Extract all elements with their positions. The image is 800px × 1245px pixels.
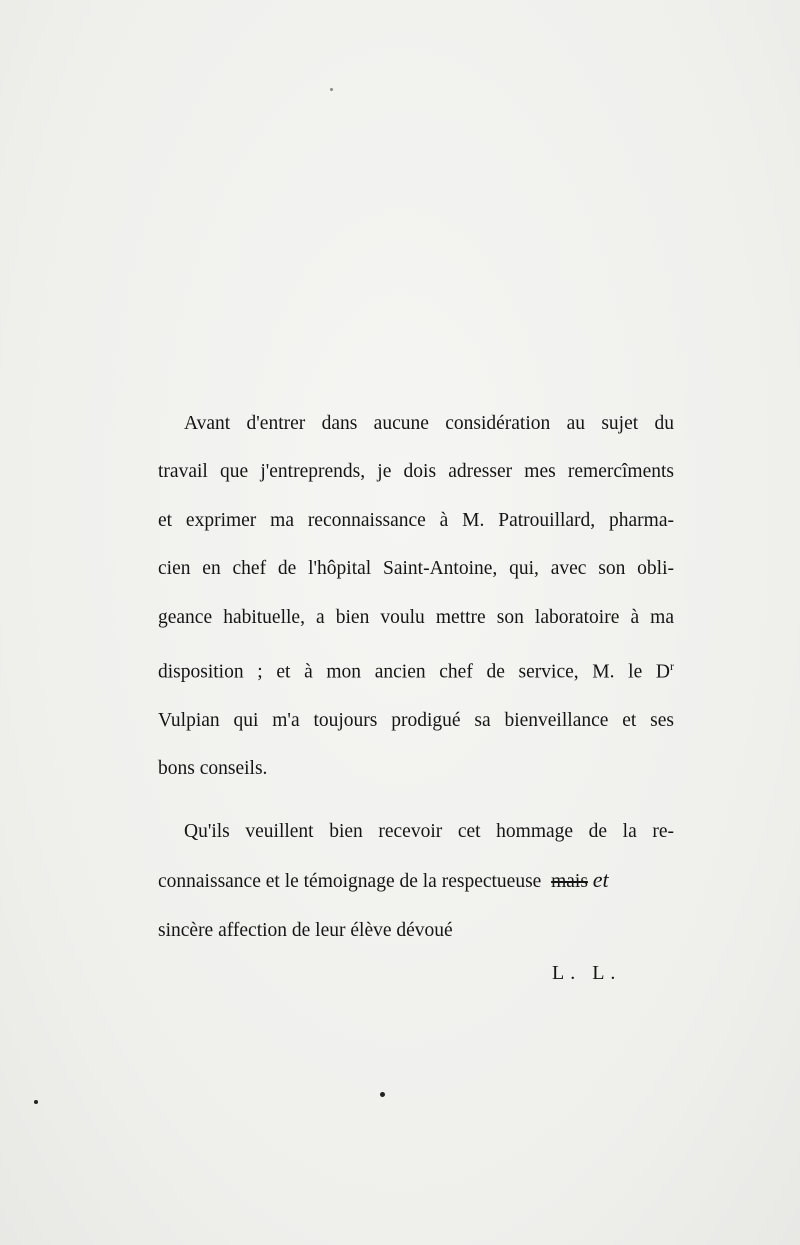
text-line: bons conseils.	[158, 758, 268, 780]
text-line: Qu'ils veuillent bien recevoir cet hommage de la re-	[184, 820, 674, 842]
text-line: Avant d'entrer dans aucune considération au sujet du	[184, 413, 674, 434]
correction-line-text: connaissance et le témoignage de la respectueuse	[158, 871, 542, 893]
text-line: geance habituelle, a bien voulu mettre son laboratoire à ma	[158, 606, 674, 628]
text-line: Vulpian qui m'a toujours prodigué sa bienveillance et ses	[158, 709, 674, 731]
handwritten-correction: et	[592, 867, 609, 893]
paragraph-acknowledgements	[158, 400, 674, 794]
dr-line-text: disposition ; et à mon ancien chef de service, M. le D	[158, 661, 670, 683]
text-line: travail que j'entreprends, je dois adresser mes remercîments	[158, 461, 674, 483]
ink-speck	[380, 1092, 385, 1097]
ink-speck	[34, 1100, 38, 1104]
dr-superscript: r	[670, 659, 674, 674]
text-line: et exprimer ma reconnaissance à M. Patrouillard, pharma-	[158, 509, 674, 531]
struck-word: mais	[551, 871, 588, 893]
text-line-dr	[158, 642, 674, 697]
signature-initials: L. L.	[552, 962, 622, 984]
text-line: cien en chef de l'hôpital Saint-Antoine, qui, avec son obli-	[158, 558, 674, 580]
dedication-text	[158, 400, 674, 955]
paragraph-thanks	[158, 808, 674, 955]
bleed-through-ghost-text	[230, 190, 690, 340]
text-line: sincère affection de leur élève dévoué	[158, 919, 453, 941]
ink-speck	[330, 88, 333, 91]
text-line-correction	[158, 856, 718, 906]
